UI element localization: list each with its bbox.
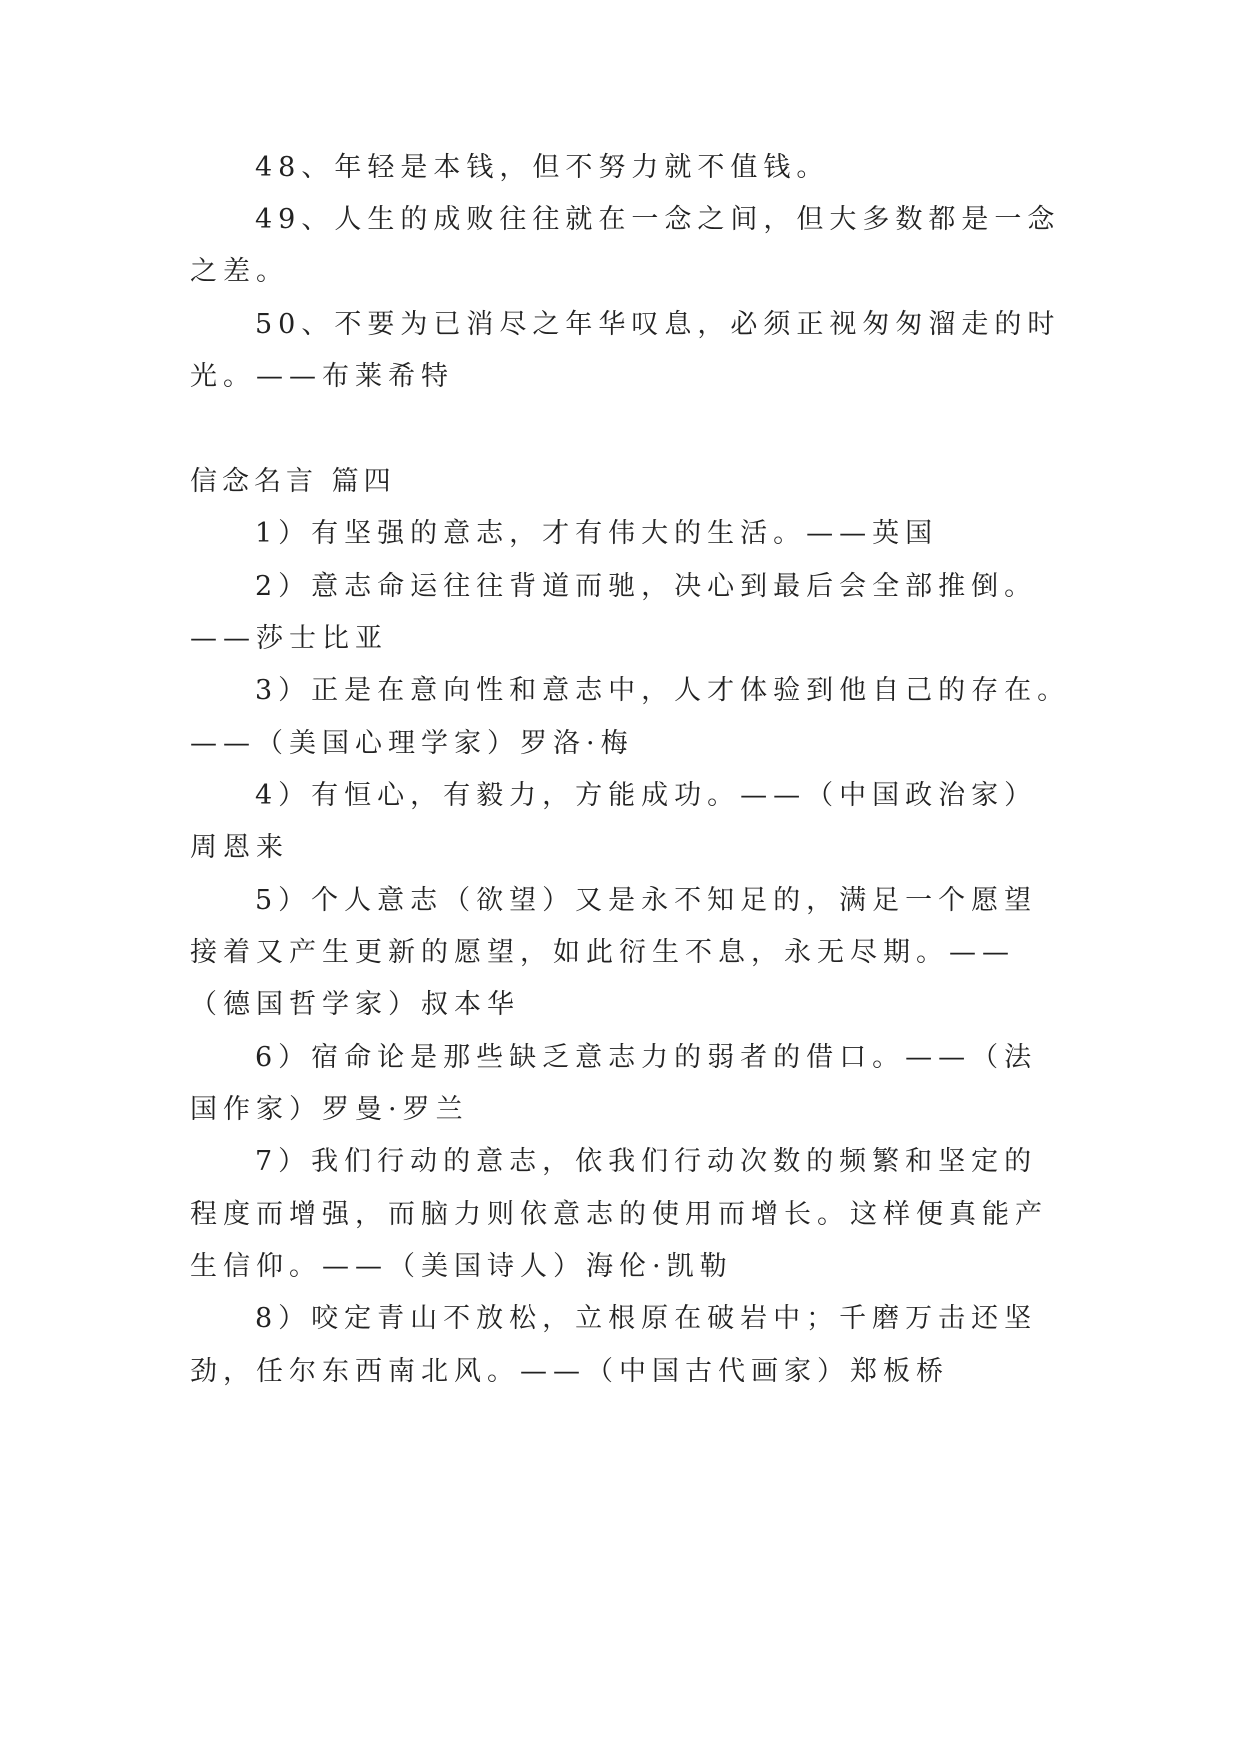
quote-3-line-1: 3）正是在意向性和意志中，人才体验到他自己的存在。 xyxy=(255,675,1071,706)
quote-8-line-1: 8）咬定青山不放松，立根原在破岩中；千磨万击还坚 xyxy=(255,1303,1038,1334)
quote-6-line-1: 6）宿命论是那些缺乏意志力的弱者的借口。——（法 xyxy=(255,1042,1038,1073)
quote-7-line-3: 生信仰。——（美国诗人）海伦·凯勒 xyxy=(190,1251,733,1282)
quote-5-line-3: （德国哲学家）叔本华 xyxy=(190,989,520,1020)
quote-7-line-2: 程度而增强，而脑力则依意志的使用而增长。这样便真能产 xyxy=(190,1199,1048,1230)
quote-5-line-1: 5）个人意志（欲望）又是永不知足的，满足一个愿望 xyxy=(255,885,1038,916)
quote-2-line-1: 2）意志命运往往背道而驰，决心到最后会全部推倒。 xyxy=(255,571,1038,602)
quote-2-line-2: ——莎士比亚 xyxy=(190,623,388,654)
quote-4-line-2: 周恩来 xyxy=(190,832,289,863)
quote-49-line-1: 49、人生的成败往往就在一念之间，但大多数都是一念 xyxy=(255,204,1061,235)
quote-48-line-1: 48、年轻是本钱，但不努力就不值钱。 xyxy=(255,152,830,183)
section-heading: 信念名言 篇四 xyxy=(190,466,396,497)
quote-3-line-2: ——（美国心理学家）罗洛·梅 xyxy=(190,728,634,759)
quote-6-line-2: 国作家）罗曼·罗兰 xyxy=(190,1094,469,1125)
quote-49-line-2: 之差。 xyxy=(190,256,289,287)
quote-50-line-2: 光。——布莱希特 xyxy=(190,361,454,392)
quote-4-line-1: 4）有恒心，有毅力，方能成功。——（中国政治家） xyxy=(255,780,1038,811)
quote-7-line-1: 7）我们行动的意志，依我们行动次数的频繁和坚定的 xyxy=(255,1146,1038,1177)
quote-5-line-2: 接着又产生更新的愿望，如此衍生不息，永无尽期。—— xyxy=(190,937,1015,968)
quote-1-line-1: 1）有坚强的意志，才有伟大的生活。——英国 xyxy=(255,518,939,549)
quote-8-line-2: 劲，任尔东西南北风。——（中国古代画家）郑板桥 xyxy=(190,1356,949,1387)
quote-50-line-1: 50、不要为已消尽之年华叹息，必须正视匆匆溜走的时 xyxy=(255,309,1061,340)
